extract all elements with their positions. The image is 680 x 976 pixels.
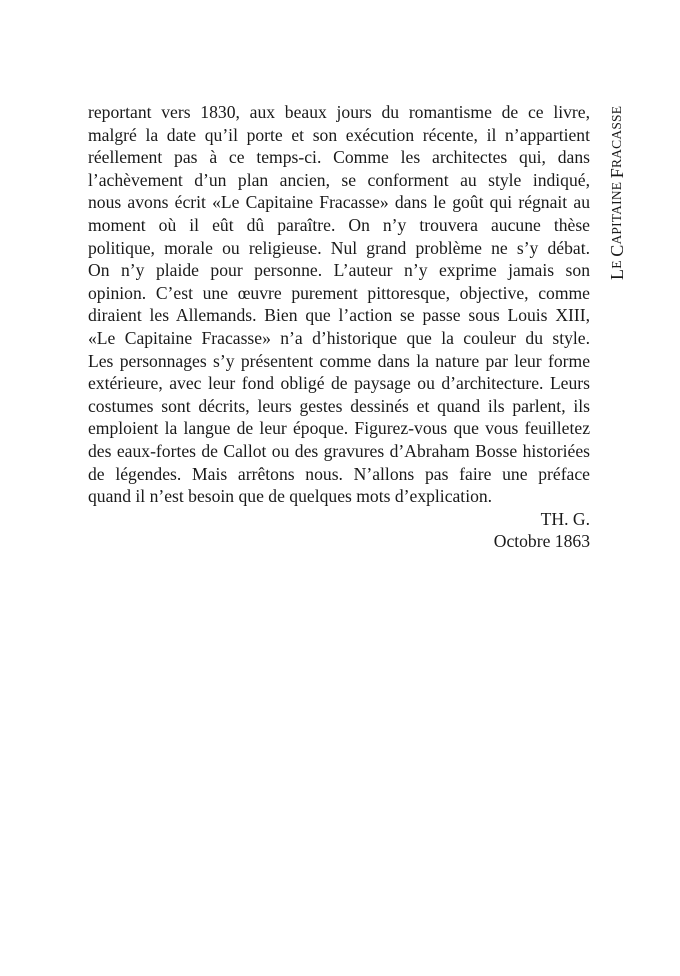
text-line: l’achèvement d’un plan ancien, se conforment au style indiqué, [88,169,590,190]
signature-date: Octobre 1863 [493,531,590,552]
text-line: extérieure, avec leur fond obligé de paysage ou d’architecture. Leurs [88,373,590,394]
text-line: «Le Capitaine Fracasse» n’a d’historique que la couleur du style. [88,327,590,348]
text-line: nous avons écrit «Le Capitaine Fracasse» dans le goût qui régnait au [88,192,590,213]
text-line: des eaux-fortes de Callot ou des gravures d’Abraham Bosse historiées [88,440,590,461]
text-line: politique, morale ou religieuse. Nul grand problème ne s’y débat. [88,237,590,258]
text-line: réellement pas à ce temps-ci. Comme les architectes qui, dans [88,147,590,168]
running-title [606,104,628,280]
signature-initials: TH. G. [540,508,590,529]
text-line: moment où il eût dû paraître. On n’y trouvera aucune thèse [88,214,590,235]
body-text [88,101,590,553]
text-line: de légendes. Mais arrêtons nous. N’allons pas faire une préface [88,463,590,484]
text-line: On n’y plaide pour personne. L’auteur n’y exprime jamais son [88,260,590,281]
text-line: malgré la date qu’il porte et son exécution récente, il n’appartient [88,124,590,145]
text-line: emploient la langue de leur époque. Figurez-vous que vous feuilletez [88,418,590,439]
text-line: reportant vers 1830, aux beaux jours du romantisme de ce livre, [88,102,590,122]
running-title-initial-1: L [607,268,627,280]
text-line: quand il n’est besoin que de quelques mots d’explication. [88,486,493,507]
running-title-initial-3: F [607,167,627,179]
text-line: diraient les Allemands. Bien que l’action se passe sous Louis XIII, [88,305,590,326]
running-title-initial-2: C [607,244,627,257]
text-line: opinion. C’est une œuvre purement pittoresque, objective, comme [88,282,590,303]
running-title-rest-1: E [609,260,624,269]
text-line: Les personnages s’y présentent comme dans la nature par leur forme [88,350,590,371]
running-title-rest-3: RACASSE [609,105,624,168]
text-line: costumes sont décrits, leurs gestes dessinés et quand ils parlent, ils [88,395,590,416]
running-title-rest-2: APITAINE [609,181,624,245]
